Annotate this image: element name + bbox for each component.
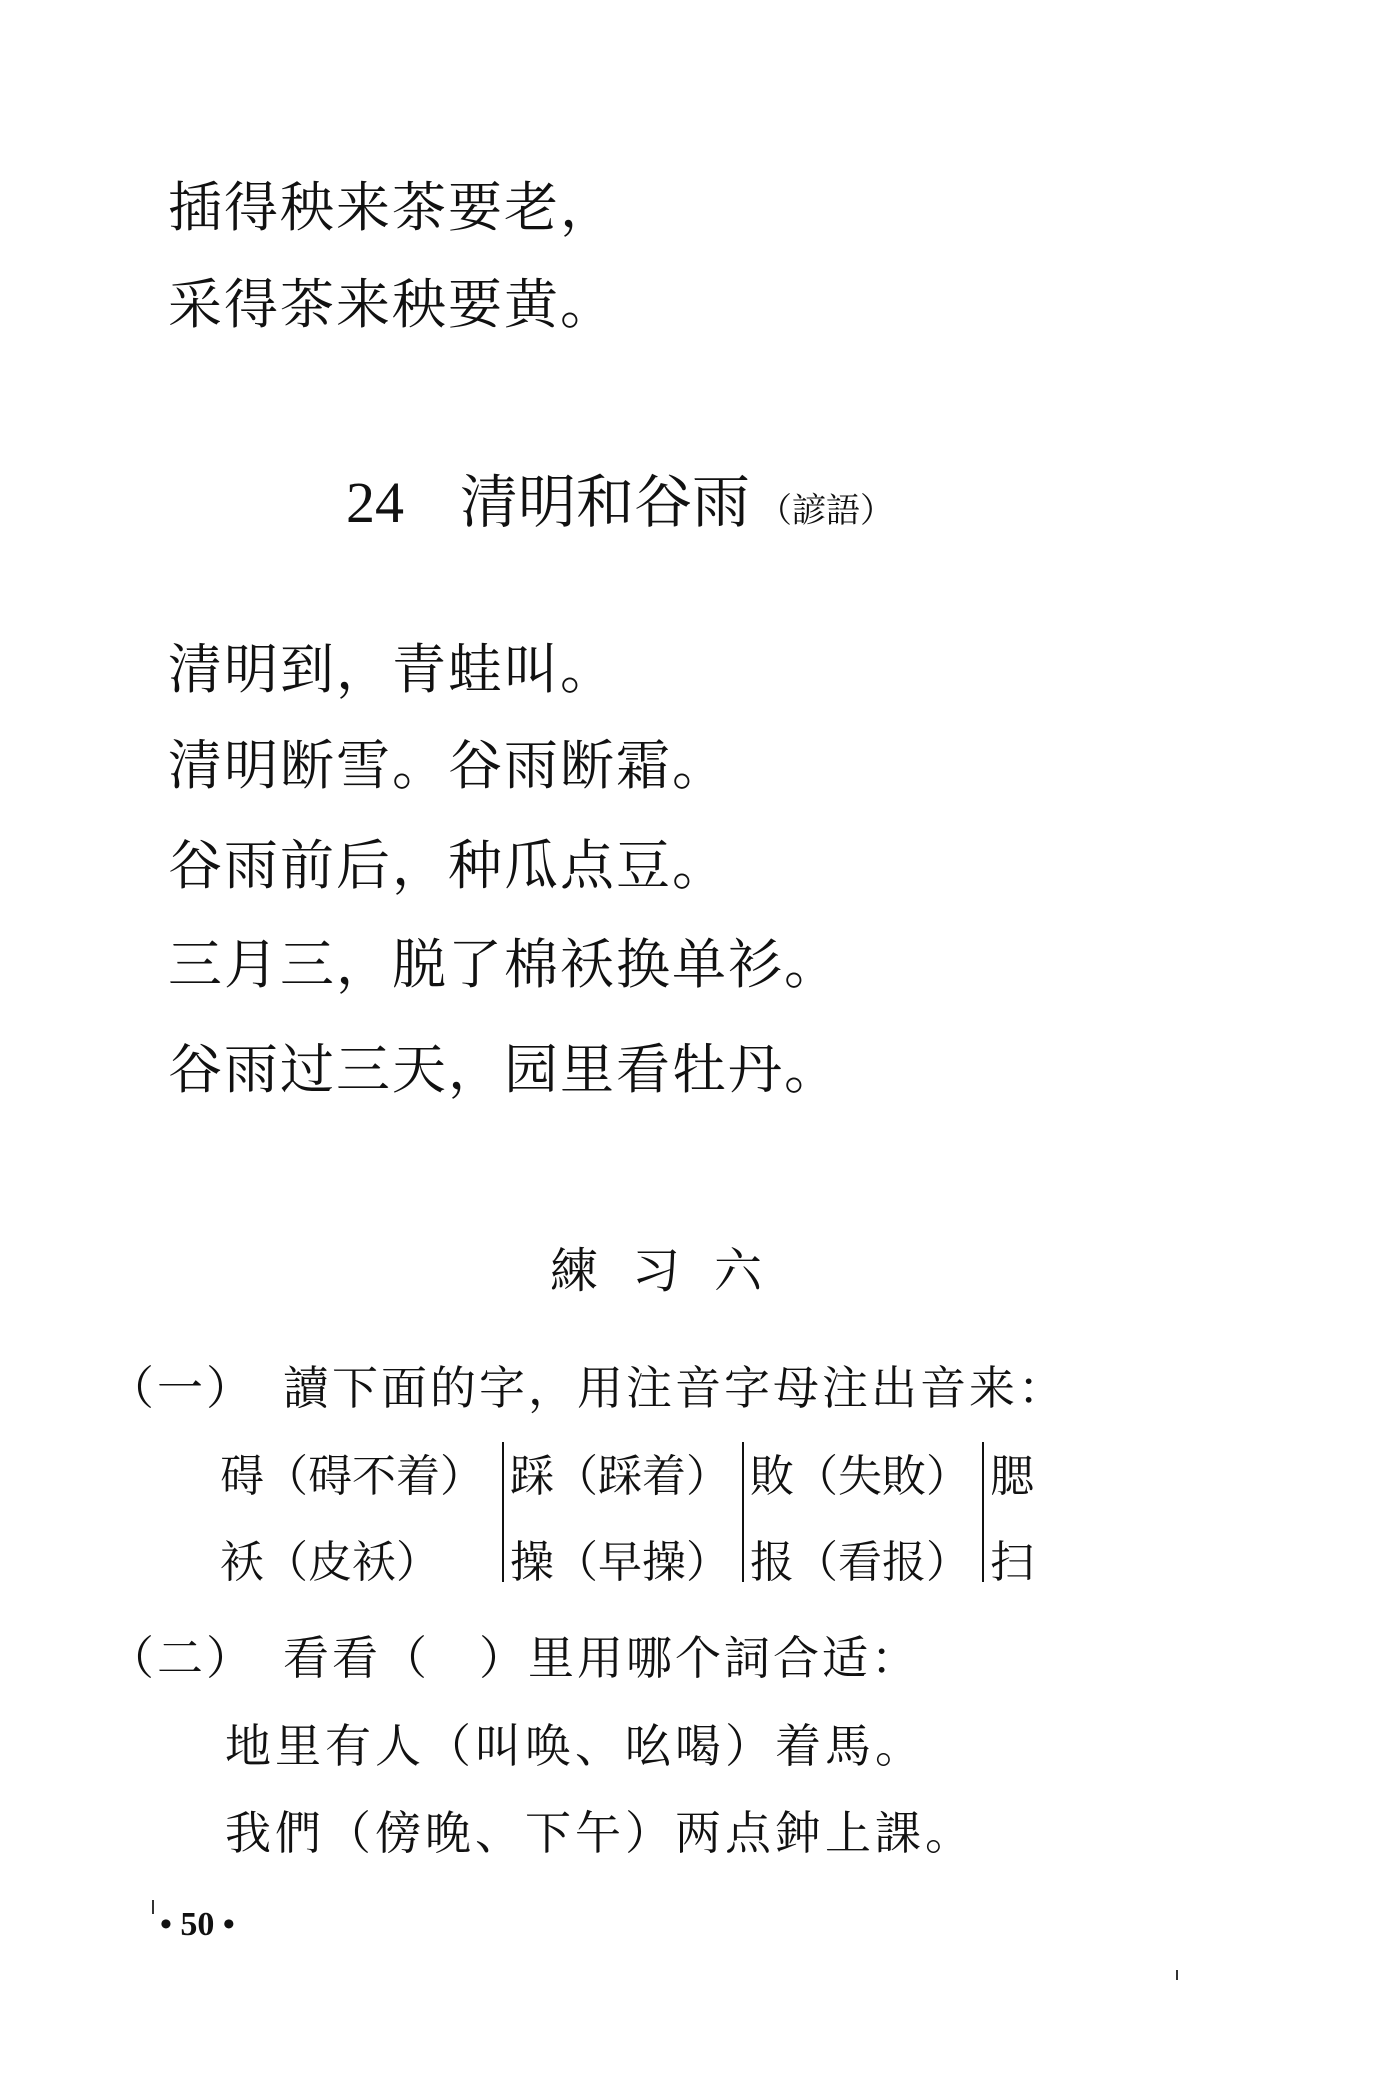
column-divider: [502, 1442, 504, 1582]
grid-cell: 腮: [990, 1451, 1034, 1502]
proverb-line-4: 三月三，脱了棉袄换单衫。: [168, 933, 840, 996]
lesson-genre: （諺語）: [758, 491, 895, 531]
question-2: [108, 1622, 920, 1688]
grid-cell: 踩（踩着）: [510, 1451, 730, 1502]
question-1: [108, 1352, 1067, 1418]
sentence-2: 我們（傍晚、下午）两点鈡上課。: [225, 1806, 975, 1860]
sentence-1: 地里有人（叫唤、吆喝）着馬。: [225, 1719, 925, 1773]
column-divider: [742, 1442, 744, 1582]
page-number: • 50 •: [160, 1906, 235, 1943]
exercise-heading: 練习六: [550, 1243, 797, 1299]
grid-cell: 扫: [990, 1537, 1034, 1588]
grid-cell: 袄（皮袄）: [220, 1537, 440, 1588]
lesson-title-text: 清明和谷雨: [460, 468, 751, 536]
grid-cell: 敗（失敗）: [750, 1451, 970, 1502]
lesson-number: 24: [346, 470, 404, 535]
proverb-line-3: 谷雨前后，种瓜点豆。: [168, 834, 728, 897]
grid-cell: 报（看报）: [750, 1537, 970, 1588]
proverb-line-1: 清明到，青蛙叫。: [168, 638, 616, 701]
scan-mark: [152, 1900, 154, 1914]
proverb-line-5: 谷雨过三天，园里看牡丹。: [168, 1038, 840, 1101]
scan-mark: [1176, 1970, 1178, 1980]
question-2-number: （二）: [108, 1631, 255, 1685]
question-1-text: 讀下面的字，用注音字母注出音来：: [283, 1361, 1067, 1415]
lesson-title: [346, 455, 894, 539]
grid-cell: 操（早操）: [510, 1537, 730, 1588]
poem-line-1: 插得秧来茶要老，: [168, 176, 616, 239]
grid-cell: 碍（碍不着）: [220, 1451, 484, 1502]
poem-line-2: 采得茶来秧要黄。: [168, 273, 616, 336]
column-divider: [982, 1442, 984, 1582]
question-1-number: （一）: [108, 1361, 255, 1415]
question-2-text: 看看（ ）里用哪个詞合适：: [283, 1631, 920, 1685]
proverb-line-2: 清明断雪。谷雨断霜。: [168, 734, 728, 797]
